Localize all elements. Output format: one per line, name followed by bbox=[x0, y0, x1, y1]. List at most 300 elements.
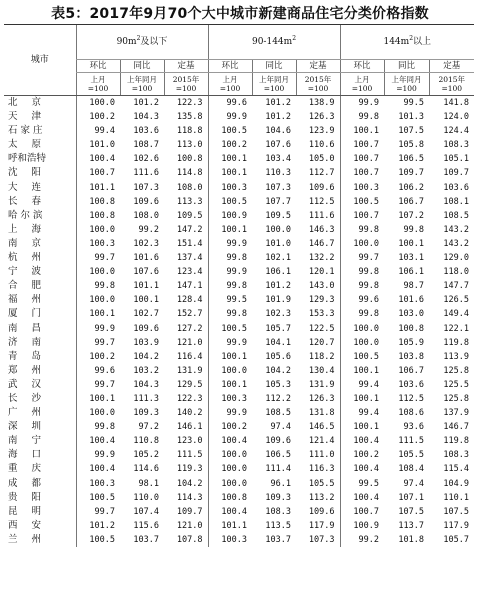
city-name-cell bbox=[4, 477, 76, 491]
index-value-cell: 100.0 bbox=[340, 322, 384, 336]
index-value-cell: 109.7 bbox=[443, 168, 470, 179]
index-value-cell: 101.9 bbox=[265, 295, 291, 306]
table-row bbox=[4, 322, 474, 336]
index-value-cell: 128.4 bbox=[176, 295, 203, 306]
index-value-cell: 109.3 bbox=[133, 408, 159, 419]
city-name: 贵阳 bbox=[8, 491, 56, 503]
table-row bbox=[4, 110, 474, 124]
city-name-cell bbox=[4, 491, 76, 505]
table-row bbox=[4, 293, 474, 307]
index-value-cell: 100.5 bbox=[208, 195, 252, 209]
table-row bbox=[4, 166, 474, 180]
city-name: 长春 bbox=[8, 195, 56, 207]
city-name-cell bbox=[4, 279, 76, 293]
index-value-cell: 99.9 bbox=[340, 96, 384, 111]
index-value-cell: 108.4 bbox=[398, 464, 424, 475]
city-name: 厦门 bbox=[8, 308, 56, 320]
index-value-cell: 103.6 bbox=[443, 182, 470, 193]
index-value-cell: 105.8 bbox=[398, 140, 424, 151]
index-value-cell: 100.8 bbox=[176, 154, 203, 165]
table-row bbox=[4, 462, 474, 476]
index-value-cell: 112.7 bbox=[308, 168, 335, 179]
index-value-cell: 151.4 bbox=[176, 238, 203, 249]
price-index-table bbox=[4, 24, 474, 547]
city-name: 呼和浩特 bbox=[8, 153, 47, 165]
group-header-small: $90m^2$及以下 bbox=[76, 25, 208, 60]
index-value-cell: 102.1 bbox=[265, 253, 291, 264]
index-value-cell: 109.5 bbox=[176, 210, 203, 221]
base-header-prev-year: 上年同月 =100 bbox=[384, 73, 429, 96]
index-value-cell: 106.5 bbox=[398, 154, 424, 165]
base-header-prev-month: 上月 =100 bbox=[340, 73, 384, 96]
index-value-cell: 100.7 bbox=[340, 209, 384, 223]
index-value-cell: 104.2 bbox=[265, 365, 291, 376]
table-row bbox=[4, 378, 474, 392]
index-value-cell: 109.3 bbox=[265, 492, 291, 503]
index-value-cell: 111.3 bbox=[133, 393, 159, 404]
index-value-cell: 108.6 bbox=[398, 408, 424, 419]
index-value-cell: 121.4 bbox=[308, 436, 335, 447]
index-value-cell: 100.0 bbox=[208, 462, 252, 476]
index-value-cell: 106.1 bbox=[265, 267, 291, 278]
index-value-cell: 110.3 bbox=[265, 168, 291, 179]
index-value-cell: 100.1 bbox=[340, 124, 384, 138]
index-value-cell: 100.4 bbox=[76, 434, 120, 448]
index-value-cell: 100.2 bbox=[76, 110, 120, 124]
index-value-cell: 100.1 bbox=[208, 350, 252, 364]
index-value-cell: 146.7 bbox=[308, 238, 335, 249]
index-value-cell: 122.3 bbox=[176, 393, 203, 404]
city-name: 北京 bbox=[8, 97, 56, 108]
city-name-cell bbox=[4, 462, 76, 476]
index-value-cell: 109.6 bbox=[133, 323, 159, 334]
table-row bbox=[4, 533, 474, 547]
city-name-cell bbox=[4, 166, 76, 180]
index-value-cell: 101.2 bbox=[265, 98, 291, 108]
table-row bbox=[4, 434, 474, 448]
index-value-cell: 104.1 bbox=[265, 337, 291, 348]
index-value-cell: 98.1 bbox=[138, 478, 159, 489]
index-value-cell: 100.3 bbox=[340, 181, 384, 195]
index-value-cell: 132.2 bbox=[308, 253, 335, 264]
index-value-cell: 146.3 bbox=[308, 224, 335, 235]
index-value-cell: 100.7 bbox=[340, 166, 384, 180]
table-row bbox=[4, 124, 474, 138]
index-value-cell: 126.3 bbox=[308, 393, 335, 404]
index-value-cell: 111.0 bbox=[308, 450, 335, 461]
index-value-cell: 110.0 bbox=[133, 492, 159, 503]
index-value-cell: 143.2 bbox=[443, 238, 470, 249]
index-value-cell: 107.8 bbox=[176, 534, 203, 545]
index-value-cell: 129.5 bbox=[176, 379, 203, 390]
index-value-cell: 115.6 bbox=[133, 520, 159, 531]
index-value-cell: 100.1 bbox=[208, 166, 252, 180]
index-value-cell: 100.3 bbox=[76, 477, 120, 491]
index-value-cell: 100.0 bbox=[208, 477, 252, 491]
sub-header-mom: 环比 bbox=[208, 60, 252, 73]
index-value-cell: 124.0 bbox=[443, 112, 470, 123]
index-value-cell: 100.5 bbox=[340, 195, 384, 209]
index-value-cell: 100.4 bbox=[340, 462, 384, 476]
city-name-cell bbox=[4, 434, 76, 448]
index-value-cell: 100.4 bbox=[76, 152, 120, 166]
index-value-cell: 101.1 bbox=[133, 281, 159, 292]
index-value-cell: 119.8 bbox=[443, 337, 470, 348]
city-name: 济南 bbox=[8, 336, 56, 348]
index-value-cell: 113.5 bbox=[265, 520, 291, 531]
sub-header-yoy: 同比 bbox=[384, 60, 429, 73]
index-value-cell: 100.0 bbox=[340, 336, 384, 350]
index-value-cell: 113.9 bbox=[443, 351, 470, 362]
index-value-cell: 110.6 bbox=[308, 140, 335, 151]
index-value-cell: 101.2 bbox=[76, 519, 120, 533]
index-value-cell: 100.9 bbox=[208, 209, 252, 223]
index-value-cell: 121.0 bbox=[176, 520, 203, 531]
index-value-cell: 107.3 bbox=[265, 182, 291, 193]
base-header-2015: 2015年 =100 bbox=[164, 73, 208, 96]
index-value-cell: 100.4 bbox=[340, 491, 384, 505]
index-value-cell: 107.5 bbox=[443, 506, 470, 517]
index-value-cell: 111.4 bbox=[265, 464, 291, 475]
index-value-cell: 99.6 bbox=[340, 293, 384, 307]
index-value-cell: 123.4 bbox=[176, 267, 203, 278]
city-name-cell bbox=[4, 124, 76, 138]
index-value-cell: 126.5 bbox=[443, 295, 470, 306]
index-value-cell: 105.5 bbox=[308, 478, 335, 489]
index-value-cell: 109.7 bbox=[398, 168, 424, 179]
sub-header-yoy: 同比 bbox=[252, 60, 296, 73]
index-value-cell: 101.3 bbox=[398, 112, 424, 123]
index-value-cell: 100.8 bbox=[76, 209, 120, 223]
group-header-large: $144m^2$以上 bbox=[340, 25, 474, 60]
index-value-cell: 100.8 bbox=[76, 195, 120, 209]
index-value-cell: 109.7 bbox=[176, 506, 203, 517]
city-name-cell bbox=[4, 307, 76, 321]
index-value-cell: 109.6 bbox=[308, 506, 335, 517]
table-row bbox=[4, 209, 474, 223]
table-row bbox=[4, 152, 474, 166]
table-row bbox=[4, 96, 474, 111]
index-value-cell: 104.3 bbox=[133, 379, 159, 390]
index-value-cell: 104.6 bbox=[265, 126, 291, 137]
index-value-cell: 100.2 bbox=[76, 350, 120, 364]
index-value-cell: 143.0 bbox=[308, 281, 335, 292]
base-header-2015: 2015年 =100 bbox=[296, 73, 340, 96]
city-name: 南宁 bbox=[8, 435, 56, 447]
index-value-cell: 99.8 bbox=[76, 279, 120, 293]
city-name-cell bbox=[4, 350, 76, 364]
index-value-cell: 100.4 bbox=[340, 434, 384, 448]
index-value-cell: 100.1 bbox=[133, 295, 159, 306]
index-value-cell: 105.9 bbox=[398, 337, 424, 348]
index-value-cell: 103.6 bbox=[398, 379, 424, 390]
index-value-cell: 113.3 bbox=[176, 196, 203, 207]
index-value-cell: 137.9 bbox=[443, 408, 470, 419]
table-row bbox=[4, 251, 474, 265]
index-value-cell: 100.2 bbox=[208, 138, 252, 152]
index-value-cell: 100.7 bbox=[76, 166, 120, 180]
index-value-cell: 100.0 bbox=[208, 448, 252, 462]
city-name: 海口 bbox=[8, 449, 56, 461]
table-row bbox=[4, 195, 474, 209]
index-value-cell: 118.8 bbox=[176, 126, 203, 137]
index-value-cell: 113.2 bbox=[308, 492, 335, 503]
index-value-cell: 101.6 bbox=[398, 295, 424, 306]
index-value-cell: 96.1 bbox=[270, 478, 291, 489]
index-value-cell: 99.9 bbox=[208, 265, 252, 279]
index-value-cell: 99.8 bbox=[340, 223, 384, 237]
index-value-cell: 130.4 bbox=[308, 365, 335, 376]
city-name: 深圳 bbox=[8, 421, 56, 433]
index-value-cell: 104.2 bbox=[133, 351, 159, 362]
index-value-cell: 103.8 bbox=[398, 351, 424, 362]
city-name-cell bbox=[4, 420, 76, 434]
index-value-cell: 101.1 bbox=[208, 519, 252, 533]
table-row bbox=[4, 265, 474, 279]
base-header-prev-year: 上年同月 =100 bbox=[252, 73, 296, 96]
index-value-cell: 100.7 bbox=[340, 152, 384, 166]
index-value-cell: 107.6 bbox=[133, 267, 159, 278]
index-value-cell: 152.7 bbox=[176, 309, 203, 320]
index-value-cell: 117.9 bbox=[308, 520, 335, 531]
sub-header-base: 定基 bbox=[164, 60, 208, 73]
sub-header-base: 定基 bbox=[296, 60, 340, 73]
index-value-cell: 109.6 bbox=[308, 182, 335, 193]
city-name-cell bbox=[4, 448, 76, 462]
city-name: 沈阳 bbox=[8, 167, 56, 179]
index-value-cell: 103.2 bbox=[133, 365, 159, 376]
index-value-cell: 101.2 bbox=[265, 281, 291, 292]
index-value-cell: 123.0 bbox=[176, 436, 203, 447]
index-value-cell: 100.0 bbox=[340, 237, 384, 251]
index-value-cell: 105.7 bbox=[265, 323, 291, 334]
table-row bbox=[4, 279, 474, 293]
index-value-cell: 99.5 bbox=[340, 477, 384, 491]
city-name: 哈尔滨 bbox=[8, 209, 46, 221]
index-value-cell: 99.4 bbox=[340, 378, 384, 392]
index-value-cell: 99.9 bbox=[76, 322, 120, 336]
index-value-cell: 101.0 bbox=[265, 238, 291, 249]
index-value-cell: 98.7 bbox=[403, 281, 424, 292]
table-row bbox=[4, 181, 474, 195]
index-value-cell: 113.7 bbox=[398, 520, 424, 531]
index-value-cell: 101.6 bbox=[133, 253, 159, 264]
city-name: 南京 bbox=[8, 237, 56, 249]
index-value-cell: 99.9 bbox=[76, 448, 120, 462]
index-value-cell: 93.6 bbox=[403, 422, 424, 433]
index-value-cell: 116.3 bbox=[308, 464, 335, 475]
city-name: 南昌 bbox=[8, 322, 56, 334]
index-value-cell: 107.7 bbox=[265, 196, 291, 207]
city-name: 兰州 bbox=[8, 533, 56, 545]
index-value-cell: 99.6 bbox=[76, 364, 120, 378]
index-value-cell: 100.1 bbox=[340, 364, 384, 378]
city-name: 天津 bbox=[8, 111, 56, 123]
index-value-cell: 114.3 bbox=[176, 492, 203, 503]
index-value-cell: 99.5 bbox=[208, 293, 252, 307]
city-name-cell bbox=[4, 110, 76, 124]
index-value-cell: 138.9 bbox=[308, 98, 335, 108]
index-value-cell: 104.9 bbox=[443, 478, 470, 489]
index-value-cell: 114.8 bbox=[176, 168, 203, 179]
table-row bbox=[4, 307, 474, 321]
index-value-cell: 125.8 bbox=[443, 365, 470, 376]
index-value-cell: 147.1 bbox=[176, 281, 203, 292]
city-name-cell bbox=[4, 406, 76, 420]
index-value-cell: 102.6 bbox=[133, 154, 159, 165]
index-value-cell: 100.1 bbox=[340, 420, 384, 434]
index-value-cell: 100.5 bbox=[340, 350, 384, 364]
index-value-cell: 125.5 bbox=[443, 379, 470, 390]
index-value-cell: 146.7 bbox=[443, 422, 470, 433]
index-value-cell: 97.2 bbox=[138, 422, 159, 433]
index-value-cell: 147.7 bbox=[443, 281, 470, 292]
city-name-cell bbox=[4, 152, 76, 166]
index-value-cell: 104.2 bbox=[176, 478, 203, 489]
city-name: 合肥 bbox=[8, 280, 56, 292]
city-name: 长沙 bbox=[8, 392, 56, 404]
index-value-cell: 131.9 bbox=[176, 365, 203, 376]
index-value-cell: 140.2 bbox=[176, 408, 203, 419]
city-column-header: 城市 bbox=[4, 25, 76, 96]
index-value-cell: 107.5 bbox=[398, 506, 424, 517]
index-value-cell: 99.8 bbox=[208, 251, 252, 265]
index-value-cell: 120.7 bbox=[308, 337, 335, 348]
index-value-cell: 112.5 bbox=[308, 196, 335, 207]
index-value-cell: 120.1 bbox=[308, 267, 335, 278]
city-name-cell bbox=[4, 138, 76, 152]
sub-header-yoy: 同比 bbox=[120, 60, 164, 73]
index-value-cell: 127.2 bbox=[176, 323, 203, 334]
index-value-cell: 99.9 bbox=[208, 237, 252, 251]
index-value-cell: 107.3 bbox=[308, 534, 335, 545]
index-value-cell: 100.8 bbox=[398, 323, 424, 334]
city-name: 武汉 bbox=[8, 378, 56, 390]
city-name-cell bbox=[4, 195, 76, 209]
table-row bbox=[4, 138, 474, 152]
table-row bbox=[4, 420, 474, 434]
index-value-cell: 112.2 bbox=[265, 393, 291, 404]
index-value-cell: 101.2 bbox=[265, 112, 291, 123]
index-value-cell: 99.8 bbox=[340, 307, 384, 321]
index-value-cell: 100.1 bbox=[76, 307, 120, 321]
table-row bbox=[4, 350, 474, 364]
index-value-cell: 100.8 bbox=[208, 491, 252, 505]
index-value-cell: 100.0 bbox=[76, 223, 120, 237]
base-header-prev-year: 上年同月 =100 bbox=[120, 73, 164, 96]
index-value-cell: 100.0 bbox=[76, 265, 120, 279]
index-value-cell: 100.1 bbox=[208, 223, 252, 237]
city-name-cell bbox=[4, 181, 76, 195]
index-value-cell: 102.3 bbox=[133, 238, 159, 249]
city-name: 郑州 bbox=[8, 364, 56, 376]
index-value-cell: 135.8 bbox=[176, 112, 203, 123]
city-name-cell bbox=[4, 533, 76, 547]
index-value-cell: 108.5 bbox=[265, 408, 291, 419]
index-value-cell: 100.1 bbox=[340, 392, 384, 406]
city-name: 太原 bbox=[8, 139, 56, 151]
index-value-cell: 99.7 bbox=[340, 251, 384, 265]
index-value-cell: 106.1 bbox=[398, 267, 424, 278]
index-value-cell: 103.7 bbox=[265, 534, 291, 545]
index-value-cell: 103.4 bbox=[265, 154, 291, 165]
city-name-cell bbox=[4, 336, 76, 350]
index-value-cell: 108.0 bbox=[133, 210, 159, 221]
city-name-cell bbox=[4, 209, 76, 223]
city-name: 上海 bbox=[8, 223, 56, 235]
index-value-cell: 153.3 bbox=[308, 309, 335, 320]
index-value-cell: 129.0 bbox=[443, 253, 470, 264]
table-row bbox=[4, 491, 474, 505]
index-value-cell: 100.5 bbox=[76, 491, 120, 505]
table-row bbox=[4, 448, 474, 462]
city-name-cell bbox=[4, 505, 76, 519]
index-value-cell: 100.0 bbox=[76, 406, 120, 420]
index-value-cell: 116.4 bbox=[176, 351, 203, 362]
index-value-cell: 100.4 bbox=[76, 462, 120, 476]
group-header-medium: $90-144m^2$ bbox=[208, 25, 340, 60]
table-row bbox=[4, 505, 474, 519]
index-value-cell: 100.1 bbox=[398, 238, 424, 249]
city-name: 大连 bbox=[8, 181, 56, 193]
index-value-cell: 99.9 bbox=[208, 406, 252, 420]
index-value-cell: 100.2 bbox=[340, 448, 384, 462]
city-name-cell bbox=[4, 96, 76, 111]
index-value-cell: 107.6 bbox=[265, 140, 291, 151]
index-value-cell: 114.6 bbox=[133, 464, 159, 475]
index-value-cell: 131.8 bbox=[308, 408, 335, 419]
city-name: 重庆 bbox=[8, 463, 56, 475]
index-value-cell: 110.1 bbox=[443, 492, 470, 503]
city-name-cell bbox=[4, 519, 76, 533]
index-value-cell: 108.3 bbox=[443, 450, 470, 461]
index-value-cell: 99.5 bbox=[403, 98, 424, 108]
index-value-cell: 99.2 bbox=[340, 533, 384, 547]
city-name: 昆明 bbox=[8, 505, 56, 517]
index-value-cell: 111.5 bbox=[398, 436, 424, 447]
index-value-cell: 109.5 bbox=[265, 210, 291, 221]
index-value-cell: 147.2 bbox=[176, 224, 203, 235]
base-header-prev-month: 上月 =100 bbox=[76, 73, 120, 96]
table-row bbox=[4, 519, 474, 533]
index-value-cell: 100.0 bbox=[76, 293, 120, 307]
index-value-cell: 125.8 bbox=[443, 393, 470, 404]
index-value-cell: 103.9 bbox=[133, 337, 159, 348]
index-value-cell: 99.8 bbox=[208, 307, 252, 321]
index-value-cell: 99.8 bbox=[403, 224, 424, 235]
index-value-cell: 108.3 bbox=[443, 140, 470, 151]
city-name: 青岛 bbox=[8, 350, 56, 362]
index-value-cell: 105.0 bbox=[308, 154, 335, 165]
index-value-cell: 101.8 bbox=[398, 534, 424, 545]
index-value-cell: 106.2 bbox=[398, 182, 424, 193]
index-value-cell: 109.6 bbox=[265, 436, 291, 447]
city-name-cell bbox=[4, 392, 76, 406]
sub-header-base: 定基 bbox=[429, 60, 474, 73]
index-value-cell: 100.3 bbox=[208, 181, 252, 195]
index-value-cell: 115.4 bbox=[443, 464, 470, 475]
index-value-cell: 100.3 bbox=[208, 392, 252, 406]
index-value-cell: 146.1 bbox=[176, 422, 203, 433]
index-value-cell: 129.3 bbox=[308, 295, 335, 306]
table-row bbox=[4, 223, 474, 237]
index-value-cell: 99.8 bbox=[340, 279, 384, 293]
index-value-cell: 111.6 bbox=[308, 210, 335, 221]
index-value-cell: 100.3 bbox=[208, 533, 252, 547]
index-value-cell: 113.0 bbox=[176, 140, 203, 151]
index-value-cell: 103.1 bbox=[398, 253, 424, 264]
city-name: 杭州 bbox=[8, 252, 56, 264]
